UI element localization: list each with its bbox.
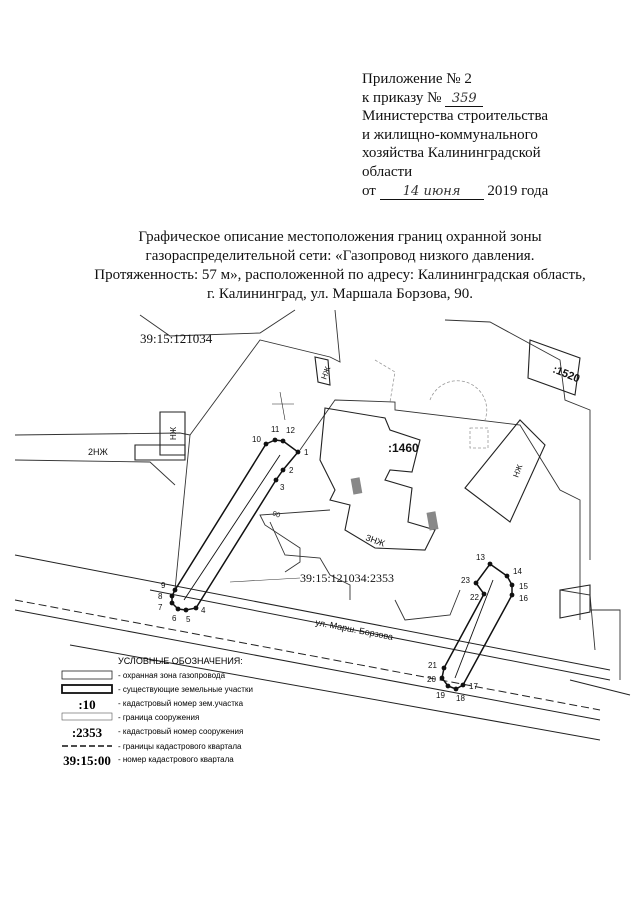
boundary-point-4 <box>194 606 199 611</box>
legend-swatch-protection-zone <box>62 671 112 679</box>
boundary-point-21 <box>442 666 447 671</box>
boundary-point-label-14: 14 <box>513 567 522 576</box>
date-handwritten: 14 июня <box>380 185 484 200</box>
date-prefix: от <box>362 182 376 199</box>
dark-block <box>351 477 363 494</box>
cadastral-map <box>0 300 640 820</box>
legend-item-text: - номер кадастрового квартала <box>118 755 234 764</box>
ministry-line-4: области <box>362 163 413 180</box>
legend-item-text: - граница сооружения <box>118 713 200 722</box>
bldg-2nzh-label: 2НЖ <box>88 447 108 457</box>
boundary-point-15 <box>510 583 515 588</box>
legend-swatch-structure-boundary <box>62 713 112 720</box>
boundary-point-7 <box>170 601 175 606</box>
boundary-point-18 <box>454 687 459 692</box>
gas-pipeline <box>184 455 493 678</box>
structure-label: 39:15:121034:2353 <box>300 571 395 585</box>
boundary-point-label-10: 10 <box>252 435 261 444</box>
faded-structures <box>375 360 488 448</box>
boundary-point-label-4: 4 <box>201 606 206 615</box>
boundary-point-label-15: 15 <box>519 582 528 591</box>
boundary-point-label-1: 1 <box>304 448 309 457</box>
date-suffix: 2019 года <box>487 182 549 199</box>
boundary-point-label-20: 20 <box>427 675 436 684</box>
parcel-outline <box>300 400 580 620</box>
bldg-nzh-b-label: НЖ <box>169 426 178 440</box>
legend-item-text: - кадастровый номер сооружения <box>118 727 244 736</box>
boundary-point-label-23: 23 <box>461 576 470 585</box>
boundary-point-label-21: 21 <box>428 661 437 670</box>
date-line <box>362 182 632 201</box>
ministry-line-3: хозяйства Калининградской <box>362 145 541 162</box>
boundary-point-5 <box>184 608 189 613</box>
boundary-point-19 <box>446 684 451 689</box>
boundary-point-label-18: 18 <box>456 694 465 703</box>
boundary-point-8 <box>170 594 175 599</box>
parcel-outline <box>445 320 590 560</box>
boundary-point-1 <box>296 450 301 455</box>
boundary-point-22 <box>482 592 487 597</box>
boundary-point-13 <box>488 562 493 567</box>
bldg-3nzh-label: 3НЖ <box>364 532 387 549</box>
boundary-point-label-9: 9 <box>161 581 166 590</box>
ministry-line-1: Министерства строительства <box>362 108 549 125</box>
boundary-point-20 <box>440 676 445 681</box>
boundary-point-10 <box>264 442 269 447</box>
street-edge-south <box>15 610 600 720</box>
boundary-point-label-6: 6 <box>172 614 177 623</box>
bldg-90-label: 90 <box>271 510 282 520</box>
crosshair-v <box>280 392 285 420</box>
order-number: 359 <box>445 92 483 107</box>
parcel-outline <box>260 510 330 572</box>
legend-heading: УСЛОВНЫЕ ОБОЗНАЧЕНИЯ: <box>118 656 243 666</box>
boundary-point-label-11: 11 <box>271 425 280 434</box>
boundary-point-label-19: 19 <box>436 691 445 700</box>
legend-swatch-parcels <box>62 685 112 693</box>
boundary-point-label-17: 17 <box>469 682 478 691</box>
boundary-point-3 <box>274 478 279 483</box>
boundary-point-11 <box>273 438 278 443</box>
title-line-4: г. Калининград, ул. Маршала Борзова, 90. <box>206 286 474 302</box>
building-nzh-c <box>465 420 545 522</box>
document-title <box>60 228 620 304</box>
boundary-point-label-5: 5 <box>186 615 191 624</box>
legend-item-text: - существующие земельные участки <box>118 685 253 694</box>
legend-item-text: - границы кадастрового квартала <box>118 742 242 751</box>
legend-symbol-quarter-number: 39:15:00 <box>63 753 111 768</box>
small-blocks <box>351 477 439 530</box>
protection-zone-west <box>172 440 298 610</box>
structure-leader-line <box>230 578 300 582</box>
parcel-outline <box>270 522 350 600</box>
boundary-point-label-2: 2 <box>289 466 294 475</box>
street <box>15 392 630 740</box>
boundary-point-17 <box>461 683 466 688</box>
boundary-point-16 <box>510 593 515 598</box>
boundary-point-12 <box>281 439 286 444</box>
boundary-point-label-16: 16 <box>519 594 528 603</box>
parcel-1520-label: :1520 <box>550 363 582 386</box>
building-small <box>560 585 590 618</box>
parcel-outline <box>15 460 175 485</box>
boundary-point-label-8: 8 <box>158 592 163 601</box>
bldg-nzh-a-label: НЖ <box>319 365 333 381</box>
legend-item-text: - охранная зона газопровода <box>118 671 226 680</box>
faded-arc <box>430 381 487 420</box>
parcel-outline <box>15 310 340 435</box>
pipeline-west <box>184 455 280 600</box>
parcel-outline <box>175 435 190 590</box>
building-3nzh <box>320 408 435 550</box>
faded-square <box>470 428 488 448</box>
title-line-3: Протяженность: 57 м», расположенной по адресу: Калининградская область, <box>94 267 586 283</box>
boundary-point-14 <box>505 574 510 579</box>
order-prefix: к приказу № <box>362 89 442 106</box>
title-line-1: Графическое описание местоположения границ охранной зоны <box>138 229 542 245</box>
boundary-point-23 <box>474 581 479 586</box>
street-label: ул. Марш. Борзова <box>314 617 394 643</box>
boundary-point-9 <box>173 588 178 593</box>
parcel-outline <box>395 590 460 620</box>
boundary-point-label-22: 22 <box>470 593 479 602</box>
protection-zone <box>172 440 512 689</box>
street-edge-east <box>570 680 630 695</box>
appendix-header <box>362 70 632 200</box>
boundary-point-label-7: 7 <box>158 603 163 612</box>
ministry-line-2: и жилищно-коммунального <box>362 126 538 143</box>
bldg-nzh-c-label: НЖ <box>511 463 525 479</box>
appendix-title: Приложение № 2 <box>362 71 472 87</box>
faded-line <box>375 360 395 402</box>
map-legend <box>62 656 253 768</box>
boundary-point-2 <box>281 468 286 473</box>
boundary-point-6 <box>176 607 181 612</box>
title-line-2: газораспределительной сети: «Газопровод низкого давления. <box>145 248 535 264</box>
order-line <box>362 89 632 108</box>
parcel-1460-label: :1460 <box>388 441 419 455</box>
legend-symbol-parcel-number: :10 <box>78 697 96 712</box>
boundary-point-label-12: 12 <box>286 426 295 435</box>
boundary-point-label-3: 3 <box>280 483 285 492</box>
legend-symbol-structure-number: :2353 <box>71 725 103 740</box>
quarter-label: 39:15:121034 <box>140 331 213 346</box>
boundary-point-label-13: 13 <box>476 553 485 562</box>
legend-item-text: - кадастровый номер зем.участка <box>118 699 244 708</box>
